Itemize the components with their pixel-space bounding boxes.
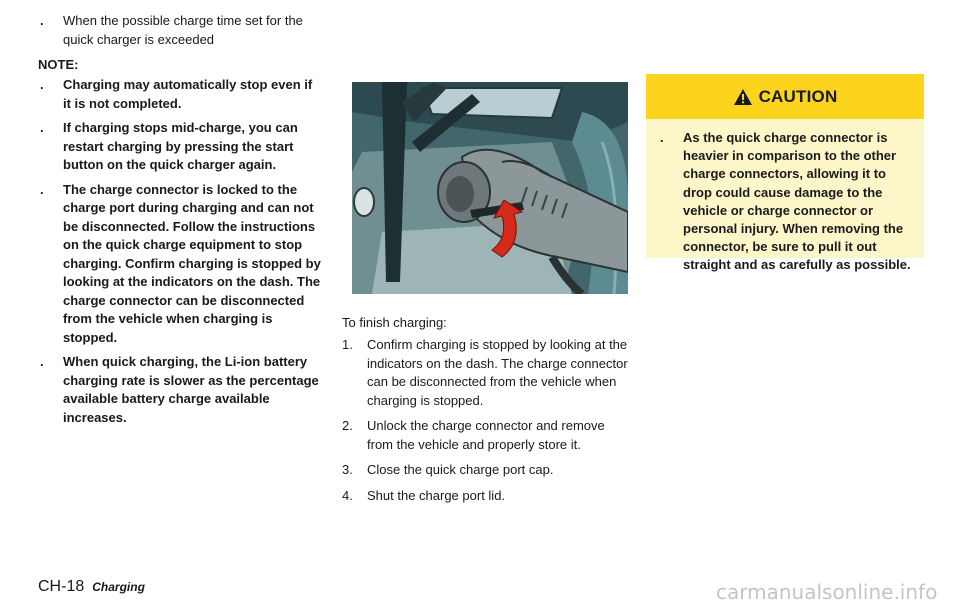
bullet-dot: . xyxy=(40,77,44,92)
bullet-dot: . xyxy=(40,354,44,369)
charge-port-drawing xyxy=(352,82,628,294)
warning-icon xyxy=(733,88,753,106)
note-text: The charge connector is locked to the charge port during charging and can not be disconnected. Follow the instructions on the quick charge equipment to stop charging. Confirm charging is stopped by looking at the indicators on the dash. The charge connector can be disconnected from the vehicle when charging is stopped. xyxy=(63,181,321,345)
caution-box xyxy=(646,74,924,273)
bullet-dot: . xyxy=(40,181,44,197)
step-text: Shut the charge port lid. xyxy=(367,487,506,503)
step-item xyxy=(342,336,628,410)
caution-item xyxy=(658,129,914,275)
caution-title: CAUTION xyxy=(758,86,838,106)
page-footer xyxy=(38,578,145,596)
note-item xyxy=(38,76,322,113)
caution-body xyxy=(646,119,924,275)
section-name: Charging xyxy=(92,580,145,594)
bullet-dot: . xyxy=(660,130,664,145)
caution-text: As the quick charge connector is heavier in comparison to the other charge connectors, allowing it to drop could cause damage to the vehicle or charge connector or personal injury. When removing the connector, be sure to pull it out straight and as carefully as possible. xyxy=(683,130,911,273)
step-number: 2. xyxy=(342,418,353,433)
note-text: Charging may automatically stop even if it is not completed. xyxy=(63,77,313,111)
page-number: CH-18 xyxy=(38,578,85,595)
intro-bullet-text: When the possible charge time set for the quick charger is exceeded xyxy=(63,13,303,47)
bullet-dot: . xyxy=(40,13,44,28)
step-number: 3. xyxy=(342,462,353,477)
note-item xyxy=(38,119,322,175)
caution-header xyxy=(646,74,924,119)
step-text: Confirm charging is stopped by looking at the indicators on the dash. The charge connector can be disconnected from the vehicle when charging is stopped. xyxy=(367,337,628,408)
note-text: When quick charging, the Li-ion battery charging rate is slower as the percentage available battery charge available increases. xyxy=(63,354,319,425)
step-item xyxy=(342,461,628,480)
note-item xyxy=(38,181,322,348)
note-list xyxy=(38,76,322,427)
note-item xyxy=(38,353,322,427)
middle-column xyxy=(342,0,628,609)
step-number: 1. xyxy=(342,337,353,352)
note-text: If charging stops mid-charge, you can restart charging by pressing the start button on the quick charger again. xyxy=(63,120,298,172)
note-label: NOTE: xyxy=(38,57,79,72)
watermark: carmanualsonline.info xyxy=(716,580,938,604)
charge-connector-illustration xyxy=(352,82,628,294)
finish-charging-label: To finish charging: xyxy=(342,315,447,330)
step-text: Close the quick charge port cap. xyxy=(367,462,554,477)
bullet-dot: . xyxy=(40,120,44,135)
right-column xyxy=(646,0,924,609)
left-column xyxy=(38,0,322,433)
step-item xyxy=(342,487,628,506)
finish-steps-list xyxy=(342,336,628,512)
step-item xyxy=(342,417,628,454)
intro-bullet xyxy=(38,12,322,49)
step-text: Unlock the charge connector and remove from the vehicle and properly store it. xyxy=(367,418,605,452)
step-number: 4. xyxy=(342,487,353,503)
